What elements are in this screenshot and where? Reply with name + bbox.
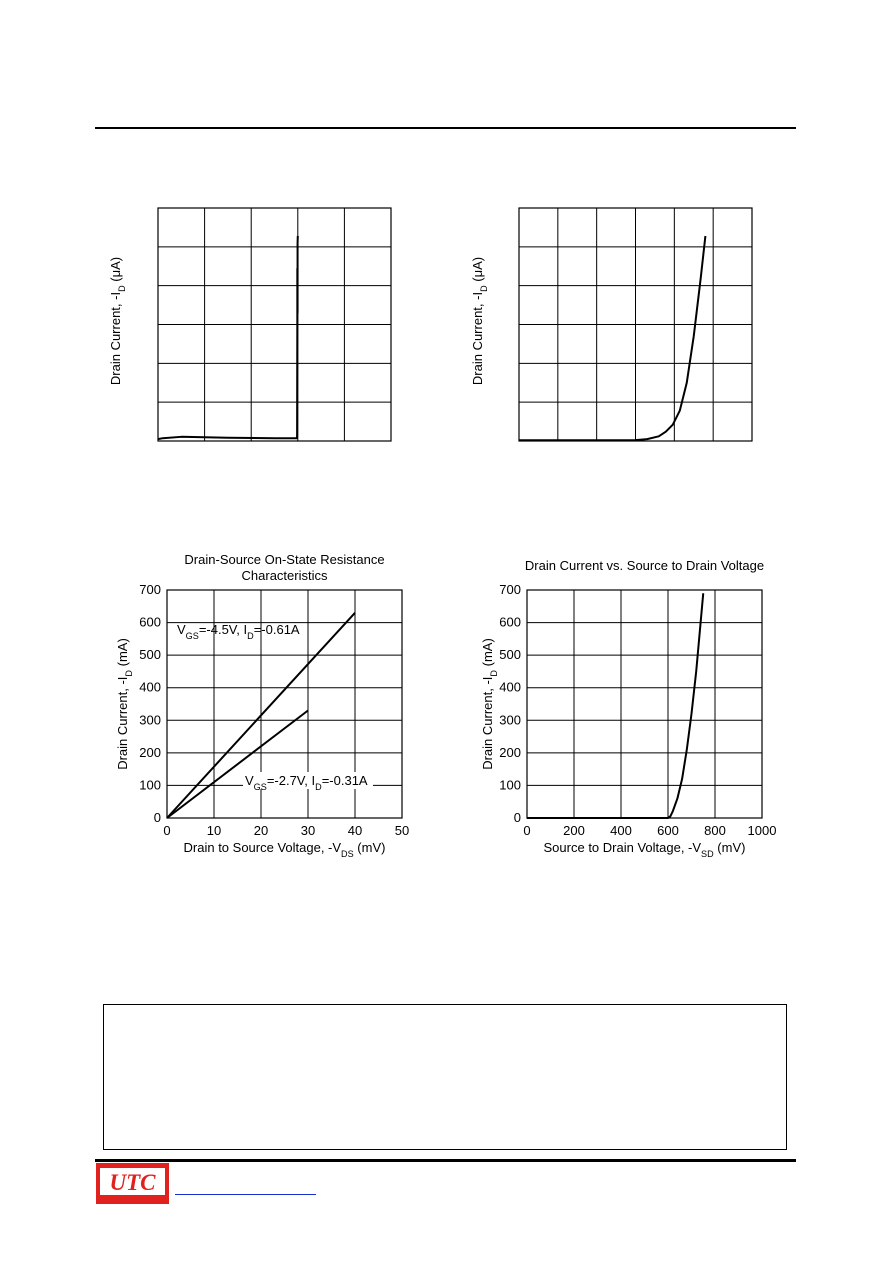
y-tick-label: 500: [139, 647, 161, 663]
label-part: (mA): [115, 638, 130, 670]
subscript: GS: [185, 631, 199, 641]
y-tick-label: 500: [499, 647, 521, 663]
y-tick-label: 300: [499, 712, 521, 728]
series-line-1: [158, 236, 298, 439]
y-tick-label: 100: [139, 777, 161, 793]
x-axis-label: [184, 840, 386, 859]
subscript: D: [315, 782, 322, 792]
y-tick-label: 700: [499, 582, 521, 597]
disclaimer-box: [103, 1004, 787, 1150]
chart-4-drain-current-vs-sd-voltage: [465, 545, 795, 875]
chart-title: Drain Current vs. Source to Drain Voltage: [524, 558, 765, 573]
website-link[interactable]: [175, 1194, 316, 1195]
subscript: D: [479, 285, 489, 292]
utc-logo-text: UTC: [109, 1170, 156, 1195]
y-tick-label: 200: [139, 744, 161, 760]
y-axis-label: [108, 257, 127, 385]
y-tick-label: 700: [139, 582, 161, 597]
label-part: =-2.7V, I: [266, 773, 316, 788]
subscript: D: [489, 670, 499, 677]
bottom-rule: [95, 1159, 796, 1162]
y-tick-label: 0: [513, 810, 521, 825]
x-tick-label: 600: [657, 823, 679, 838]
series-line-1: [527, 593, 703, 818]
x-tick-label: 20: [253, 823, 269, 838]
subscript: SD: [701, 849, 714, 859]
y-tick-label: 200: [499, 744, 521, 760]
x-axis-label: [544, 840, 746, 859]
x-tick-label: 1000: [747, 823, 777, 838]
utc-logo-inner: [100, 1168, 165, 1195]
subscript: GS: [253, 782, 267, 792]
label-part: Drain Current, -I: [115, 676, 130, 770]
y-tick-label: 100: [499, 777, 521, 793]
label-part: Source to Drain Voltage, -V: [543, 840, 702, 855]
label-part: Drain Current, -I: [480, 676, 495, 770]
label-part: (mA): [480, 638, 495, 670]
plot-frame: [527, 590, 762, 818]
x-tick-label: 0: [523, 823, 531, 838]
label-part: (μA): [108, 256, 123, 286]
subscript: DS: [341, 849, 354, 859]
series-annotation-1: [177, 622, 300, 641]
chart-3-on-state-resistance: [100, 545, 430, 875]
x-tick-label: 400: [610, 823, 632, 838]
chart-title-line2: Characteristics: [241, 568, 328, 583]
y-tick-label: 400: [139, 679, 161, 695]
y-axis-label: [480, 638, 499, 770]
x-tick-label: 10: [206, 823, 222, 838]
label-part: =-0.61A: [253, 622, 300, 637]
x-tick-label: 50: [394, 823, 410, 838]
label-part: (μA): [470, 256, 485, 286]
subscript: D: [117, 285, 127, 292]
label-part: =-0.31A: [321, 773, 368, 788]
label-part: V: [245, 773, 254, 788]
series-line-1: [519, 236, 705, 440]
chart-1-drain-current-ua: [100, 195, 410, 455]
chart-2-drain-current-ua: [460, 195, 770, 455]
y-axis-label: [470, 257, 489, 385]
top-rule: [95, 127, 796, 129]
utc-logo: [96, 1163, 169, 1204]
label-part: (mV): [353, 840, 386, 855]
label-part: =-4.5V, I: [198, 622, 248, 637]
label-part: Drain Current, -I: [108, 291, 123, 386]
chart-title: Drain-Source On-State Resistance: [184, 552, 385, 567]
subscript: D: [247, 631, 254, 641]
x-tick-label: 200: [563, 823, 585, 838]
y-tick-label: 600: [499, 614, 521, 630]
label-part: Drain Current, -I: [470, 291, 485, 386]
x-tick-label: 40: [347, 823, 363, 838]
x-tick-label: 30: [300, 823, 316, 838]
subscript: D: [124, 670, 134, 677]
y-tick-label: 0: [153, 810, 161, 825]
x-tick-label: 800: [704, 823, 726, 838]
y-tick-label: 400: [499, 679, 521, 695]
y-axis-label: [115, 638, 134, 770]
label-part: V: [177, 622, 186, 637]
label-part: Drain to Source Voltage, -V: [183, 840, 342, 855]
label-part: (mV): [713, 840, 746, 855]
y-tick-label: 600: [139, 614, 161, 630]
x-tick-label: 0: [163, 823, 171, 838]
y-tick-label: 300: [139, 712, 161, 728]
series-line-2: [167, 711, 308, 818]
